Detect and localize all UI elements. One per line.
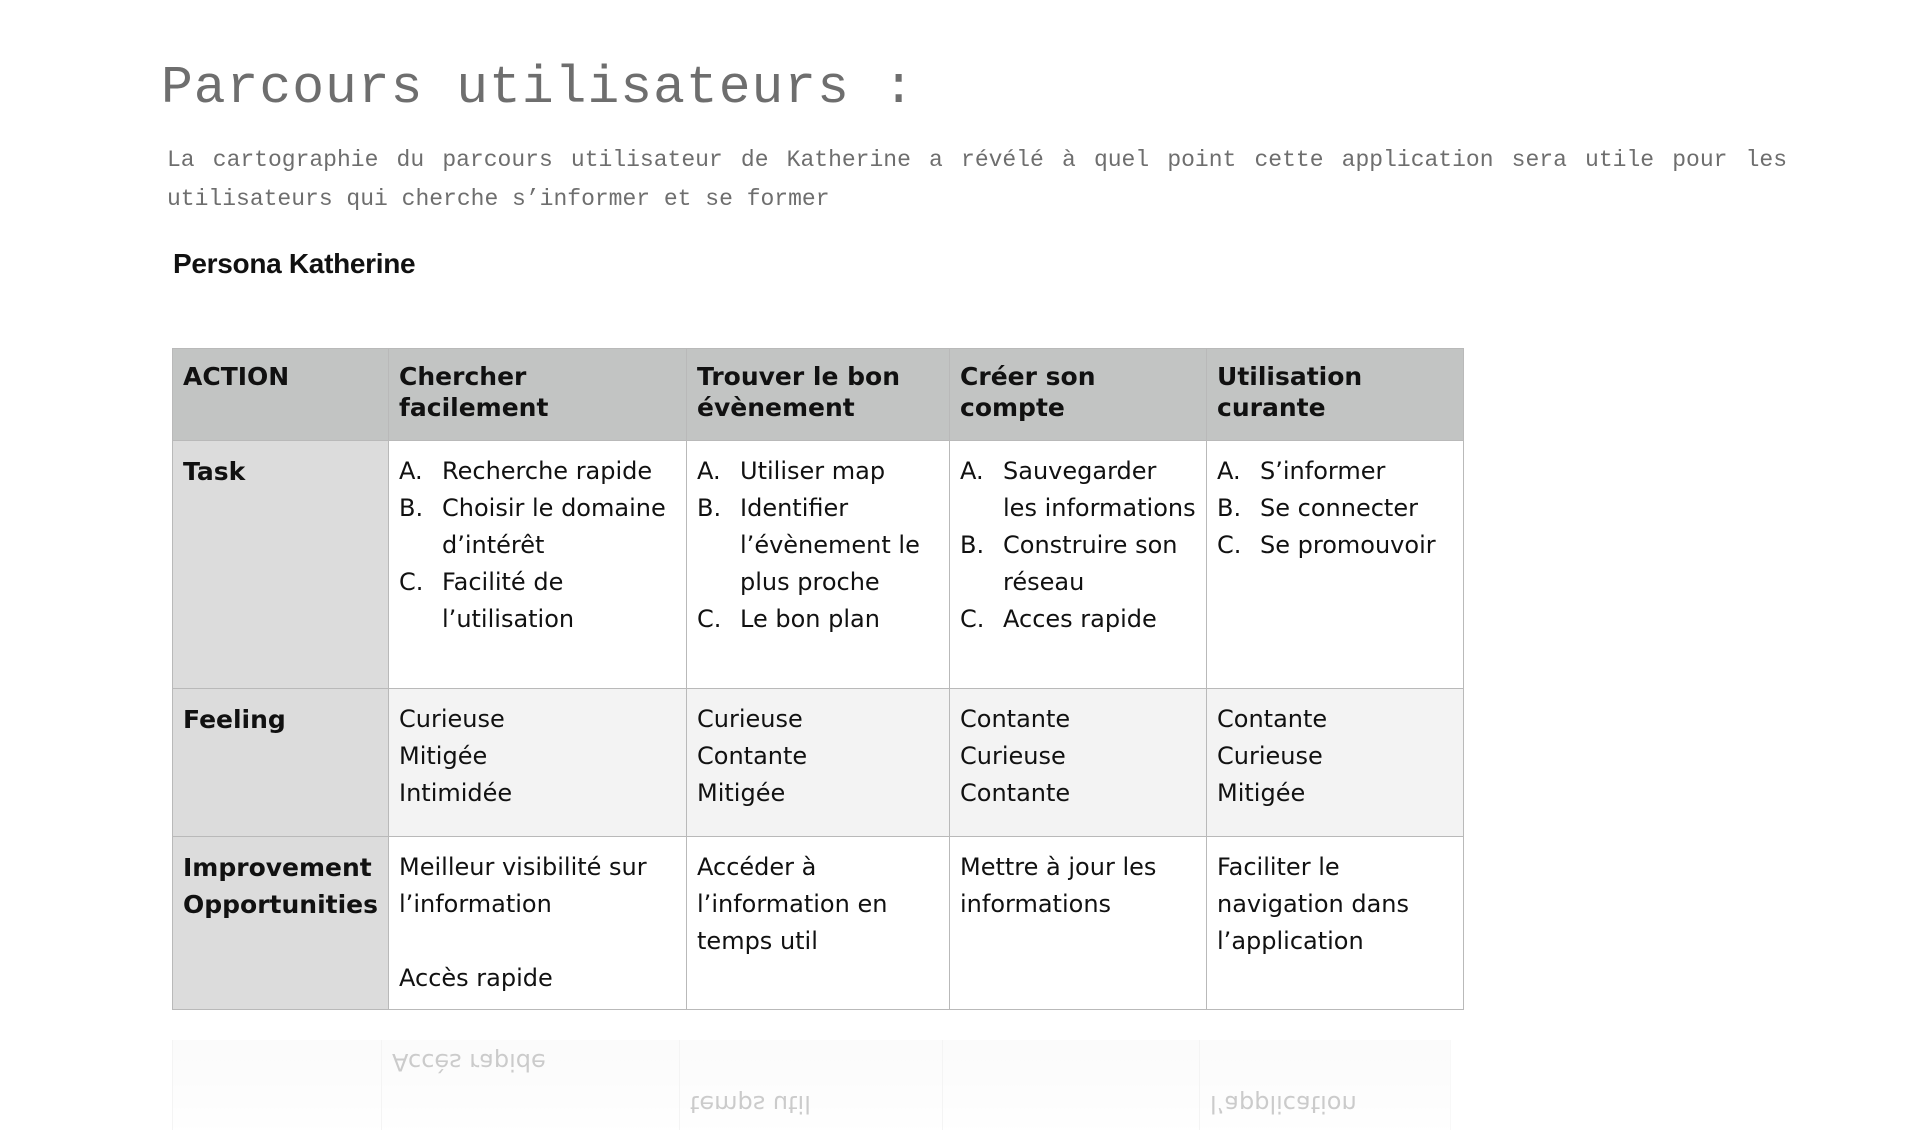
task-item-text: Le bon plan [740,605,880,633]
task-list [399,453,676,638]
task-item-text: S’informer [1260,457,1386,485]
feeling-value: Mitigée [697,779,786,807]
reflection-divider [381,1040,382,1130]
reflection-divider [679,1040,680,1130]
feeling-cell [950,689,1207,837]
improvement-text: Faciliter le navigation dans l’application [1217,853,1410,955]
feeling-value: Contante [697,742,808,770]
feeling-value: Mitigée [399,742,488,770]
task-item-text: Recherche rapide [442,457,653,485]
task-list [697,453,939,638]
feeling-row [173,689,1464,837]
task-item-text: Utiliser map [740,457,886,485]
header-chercher-facilement: Chercher facilement [389,349,687,441]
task-item-marker: B. [960,531,985,559]
task-item-marker: A. [1217,457,1241,485]
feeling-value: Contante [960,705,1071,733]
table-reflection [172,1040,1451,1130]
improvement-text: Meilleur visibilité sur l’information [399,853,647,918]
header-utilisation-curante: Utilisation curante [1207,349,1464,441]
improvement-label: Improvement Opportunities [173,837,389,1010]
task-item-text: Se promouvoir [1260,531,1436,559]
task-item-text: Construire son réseau [1003,531,1178,596]
task-item-text: Sauvegarder les informations [1003,457,1196,522]
feeling-value: Intimidée [399,779,513,807]
task-item-text: Choisir le domaine d’intérêt [442,494,666,559]
task-list [1217,453,1453,564]
reflection-text: l’application [1210,1090,1357,1118]
task-item-marker: B. [697,494,722,522]
page-title: Parcours utilisateurs : [161,58,916,118]
improvement-cell [1207,837,1464,1010]
task-item [1217,490,1453,527]
reflection-divider [942,1040,943,1130]
task-row [173,441,1464,689]
task-item-text: Se connecter [1260,494,1418,522]
task-item-marker: C. [1217,531,1242,559]
header-creer-compte: Créer son compte [950,349,1207,441]
task-item-marker: B. [1217,494,1242,522]
task-item-text: Acces rapide [1003,605,1157,633]
task-item [697,453,939,490]
header-trouver-evenement: Trouver le bon évènement [687,349,950,441]
improvement-text: Mettre à jour les informations [960,853,1157,918]
improvement-cell [389,837,687,1010]
task-item [960,527,1196,601]
feeling-value: Curieuse [697,705,803,733]
feeling-value: Curieuse [399,705,505,733]
reflection-divider [1199,1040,1200,1130]
feeling-value: Contante [960,779,1071,807]
feeling-cell [687,689,950,837]
header-row [173,349,1464,441]
task-cell [1207,441,1464,689]
improvement-cell [950,837,1207,1010]
feeling-value: Mitigée [1217,779,1306,807]
task-item [697,490,939,601]
improvement-text: Accès rapide [399,964,553,992]
task-item [399,490,676,564]
task-item [1217,527,1453,564]
user-journey-table [172,348,1464,1010]
task-item-marker: C. [399,568,424,596]
intro-paragraph: La cartographie du parcours utilisateur de Katherine a révélé à quel point cette application sera utile pour les utilisateurs qui cherche s’informer et se former [167,147,1787,212]
task-cell [950,441,1207,689]
task-item-marker: C. [697,605,722,633]
task-item [1217,453,1453,490]
header-action: ACTION [173,349,389,441]
task-item-marker: A. [399,457,423,485]
feeling-value: Contante [1217,705,1328,733]
task-item [960,453,1196,527]
feeling-value: Curieuse [960,742,1066,770]
task-label: Task [173,441,389,689]
task-item-text: Identifier l’évènement le plus proche [740,494,920,596]
task-item [960,601,1196,638]
task-item [399,453,676,490]
task-item-marker: B. [399,494,424,522]
persona-heading: Persona Katherine [173,248,416,279]
improvement-text: Accéder à l’information en temps util [697,853,888,955]
task-item-marker: A. [697,457,721,485]
feeling-label: Feeling [173,689,389,837]
reflection-text: Accès rapide [392,1048,546,1076]
reflection-text: temps util [690,1090,811,1118]
task-item [399,564,676,638]
improvement-cell [687,837,950,1010]
task-item-text: Facilité de l’utilisation [442,568,575,633]
task-cell [687,441,950,689]
task-item-marker: A. [960,457,984,485]
task-cell [389,441,687,689]
task-item [697,601,939,638]
task-item-marker: C. [960,605,985,633]
task-list [960,453,1196,638]
improvement-row [173,837,1464,1010]
feeling-value: Curieuse [1217,742,1323,770]
feeling-cell [1207,689,1464,837]
feeling-cell [389,689,687,837]
